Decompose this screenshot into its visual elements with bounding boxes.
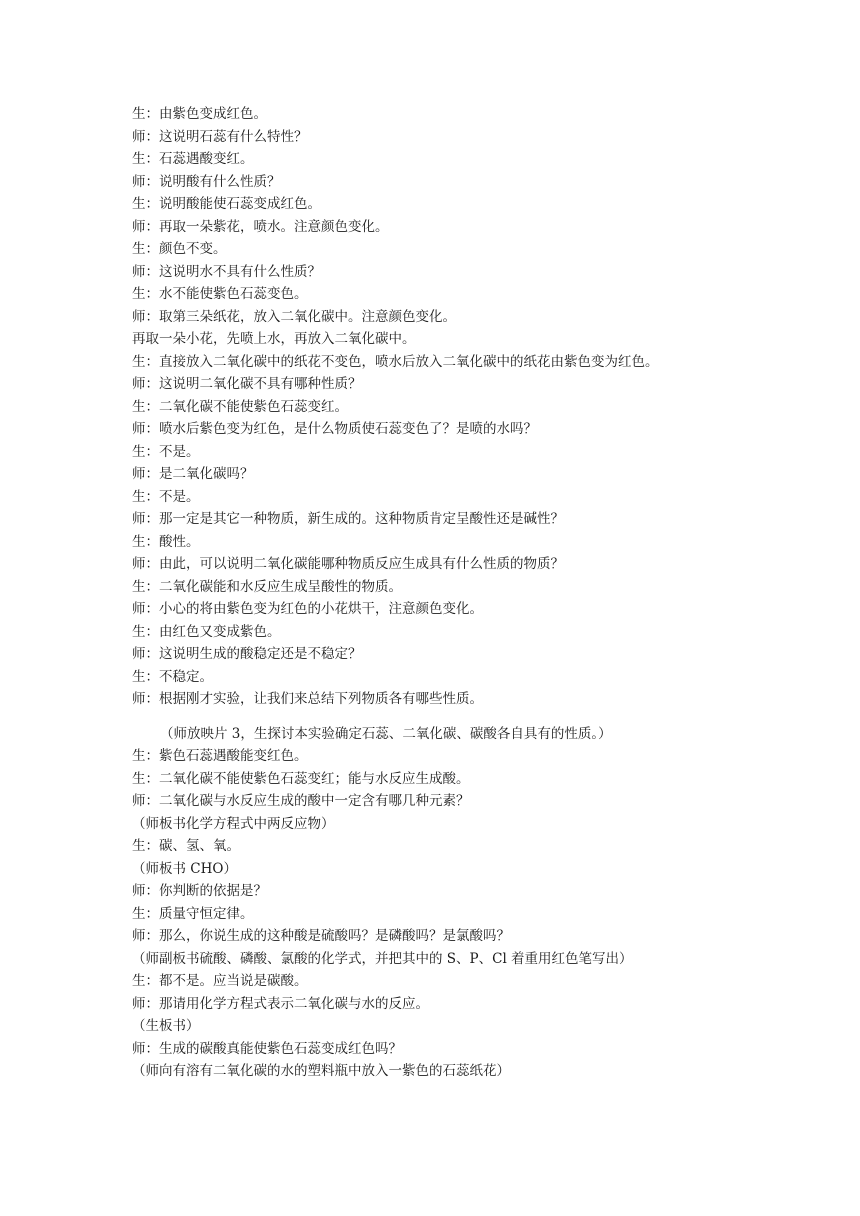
text-line: 师：由此，可以说明二氧化碳能哪种物质反应生成具有什么性质的物质？ xyxy=(132,556,564,572)
text-line: （师副板书硫酸、磷酸、氯酸的化学式，并把其中的 S、P、Cl 着重用红色笔写出） xyxy=(132,950,633,967)
text-line: 师：说明酸有什么性质？ xyxy=(132,173,281,190)
text-line: 生：不是。 xyxy=(132,488,200,505)
text-line: 师：取第三朵纸花，放入二氧化碳中。注意颜色变化。 xyxy=(132,308,456,325)
indented-note: （师放映片 3，生探讨本实验确定石蕊、二氧化碳、碳酸各自具有的性质。） xyxy=(160,725,612,742)
text-line: 生：酸性。 xyxy=(132,533,200,550)
document-body xyxy=(132,103,752,1083)
text-line: 生：石蕊遇酸变红。 xyxy=(132,151,254,167)
text-line: 师：这说明水不具有什么性质？ xyxy=(132,263,321,280)
text-line: 师：这说明石蕊有什么特性？ xyxy=(132,128,308,145)
text-line: 生：二氧化碳能和水反应生成呈酸性的物质。 xyxy=(132,578,402,595)
text-line: 生：不稳定。 xyxy=(132,668,213,685)
text-line: （师板书 CHO） xyxy=(132,860,237,877)
text-line: 生：不是。 xyxy=(132,443,200,460)
text-line: 师：那请用化学方程式表示二氧化碳与水的反应。 xyxy=(132,995,429,1012)
text-line: 生：质量守恒定律。 xyxy=(132,905,254,922)
text-line: 师：这说明生成的酸稳定还是不稳定？ xyxy=(132,646,362,662)
text-line: 生：由红色又变成紫色。 xyxy=(132,623,281,640)
text-line: 师：这说明二氧化碳不具有哪种性质？ xyxy=(132,376,362,392)
text-line: 生：颜色不变。 xyxy=(132,241,227,257)
text-line: 师：根据刚才实验，让我们来总结下列物质各有哪些性质。 xyxy=(132,691,483,707)
text-line: 生：说明酸能使石蕊变成红色。 xyxy=(132,196,321,212)
text-line: 生：二氧化碳不能使紫色石蕊变红。 xyxy=(132,398,348,415)
text-line: 师：再取一朵紫花，喷水。注意颜色变化。 xyxy=(132,218,389,235)
text-line: 再取一朵小花，先喷上水，再放入二氧化碳中。 xyxy=(132,331,416,347)
text-line: 生：紫色石蕊遇酸能变红色。 xyxy=(132,748,308,764)
text-line: 生：碳、氢、氧。 xyxy=(132,838,240,854)
text-line: 师：是二氧化碳吗？ xyxy=(132,466,254,482)
text-line: 生：水不能使紫色石蕊变色。 xyxy=(132,286,308,302)
text-line: （生板书） xyxy=(132,1018,200,1034)
text-line: 师：那么，你说生成的这种酸是硫酸吗？是磷酸吗？是氯酸吗？ xyxy=(132,928,510,944)
text-line: （师向有溶有二氧化碳的水的塑料瓶中放入一紫色的石蕊纸花） xyxy=(132,1063,510,1079)
text-line: 生：二氧化碳不能使紫色石蕊变红；能与水反应生成酸。 xyxy=(132,770,470,787)
text-line: （师板书化学方程式中两反应物） xyxy=(132,815,335,832)
text-line: 师：二氧化碳与水反应生成的酸中一定含有哪几种元素？ xyxy=(132,793,470,809)
text-line: 生：都不是。应当说是碳酸。 xyxy=(132,973,308,989)
text-line: 师：小心的将由紫色变为红色的小花烘干，注意颜色变化。 xyxy=(132,601,483,617)
text-line: 生：直接放入二氧化碳中的纸花不变色，喷水后放入二氧化碳中的纸花由紫色变为红色。 xyxy=(132,353,659,370)
text-line: 师：你判断的依据是？ xyxy=(132,883,267,899)
text-line: 生：由紫色变成红色。 xyxy=(132,106,267,122)
paragraph-gap xyxy=(132,711,752,723)
text-line: 师：喷水后紫色变为红色，是什么物质使石蕊变色了？是喷的水吗？ xyxy=(132,421,537,437)
text-line: 师：生成的碳酸真能使紫色石蕊变成红色吗？ xyxy=(132,1040,402,1057)
text-line: 师：那一定是其它一种物质，新生成的。这种物质肯定呈酸性还是碱性？ xyxy=(132,511,564,527)
